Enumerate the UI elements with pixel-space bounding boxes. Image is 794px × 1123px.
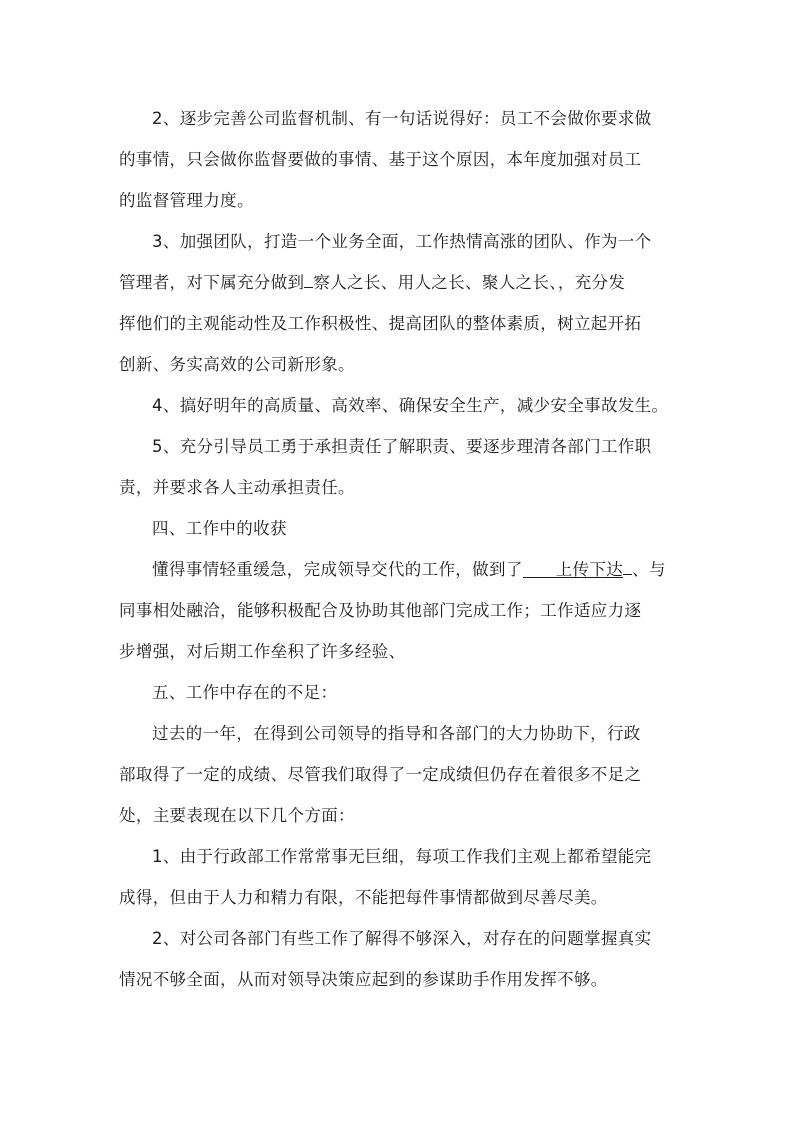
text-line: 的监督管理力度。 bbox=[119, 191, 254, 210]
blank-underline bbox=[304, 287, 313, 288]
text-line bbox=[119, 549, 679, 590]
text-line: 处，主要表现在以下几个方面： bbox=[119, 806, 355, 825]
text-line: 五、工作中存在的不足： bbox=[152, 683, 338, 702]
section-heading-shortcomings bbox=[119, 672, 679, 713]
paragraph-safety bbox=[119, 385, 679, 426]
text-segment: 、与 bbox=[632, 560, 666, 579]
document-body bbox=[119, 98, 679, 1000]
text-line: 步增强，对后期工作垒积了许多经验、 bbox=[119, 642, 406, 661]
section-heading-gains bbox=[119, 508, 679, 549]
text-line: 的事情，只会做你监督要做的事情、基于这个原因，本年度加强对员工 bbox=[119, 150, 642, 169]
text-line: 过去的一年，在得到公司领导的指导和各部门的大力协助下，行政 bbox=[152, 724, 641, 743]
underlined-text: 上传下达 bbox=[523, 562, 623, 578]
text-line bbox=[86, 262, 679, 303]
text-segment: 察人之长、用人之长、聚人之长、，充分发 bbox=[313, 273, 626, 292]
blank-underline bbox=[623, 574, 632, 575]
paragraph-responsibility bbox=[119, 426, 679, 508]
paragraph-past-year bbox=[119, 713, 679, 836]
text-line: 成得，但由于人力和精力有限，不能把每件事情都做到尽善尽美。 bbox=[119, 888, 608, 907]
text-line: 同事相处融洽，能够积极配合及协助其他部门完成工作；工作适应力逐 bbox=[119, 601, 642, 620]
text-line: 5、充分引导员工勇于承担责任了解职责、要逐步理清各部门工作职 bbox=[152, 437, 652, 456]
paragraph-supervision bbox=[119, 98, 679, 221]
text-line: 4、搞好明年的高质量、高效率、确保安全生产，减少安全事故发生。 bbox=[152, 396, 669, 415]
text-line: 四、工作中的收获 bbox=[152, 519, 287, 538]
paragraph-team bbox=[119, 221, 679, 385]
text-line: 挥他们的主观能动性及工作积极性、提高团队的整体素质，树立起开拓 bbox=[119, 314, 642, 333]
text-segment: 管理者，对下属充分做到 bbox=[119, 273, 305, 292]
text-line: 部取得了一定的成绩、尽管我们取得了一定成绩但仍存在着很多不足之 bbox=[119, 765, 642, 784]
paragraph-gains bbox=[119, 549, 679, 672]
text-segment: 懂得事情轻重缓急，完成领导交代的工作，做到了 bbox=[152, 560, 523, 579]
text-line: 2、逐步完善公司监督机制、有一句话说得好：员工不会做你要求做 bbox=[152, 109, 652, 128]
text-line: 2、对公司各部门有些工作了解得不够深入，对存在的问题掌握真实 bbox=[152, 929, 652, 948]
text-line: 情况不够全面，从而对领导决策应起到的参谋助手作用发挥不够。 bbox=[119, 970, 608, 989]
paragraph-shortcoming-1 bbox=[119, 836, 679, 918]
text-line: 3、加强团队，打造一个业务全面，工作热情高涨的团队、作为一个 bbox=[152, 232, 652, 251]
text-line: 1、由于行政部工作常常事无巨细，每项工作我们主观上都希望能完 bbox=[152, 847, 652, 866]
paragraph-shortcoming-2 bbox=[119, 918, 679, 1000]
text-line: 创新、务实高效的公司新形象。 bbox=[119, 355, 355, 374]
text-line: 责，并要求各人主动承担责任。 bbox=[119, 478, 355, 497]
